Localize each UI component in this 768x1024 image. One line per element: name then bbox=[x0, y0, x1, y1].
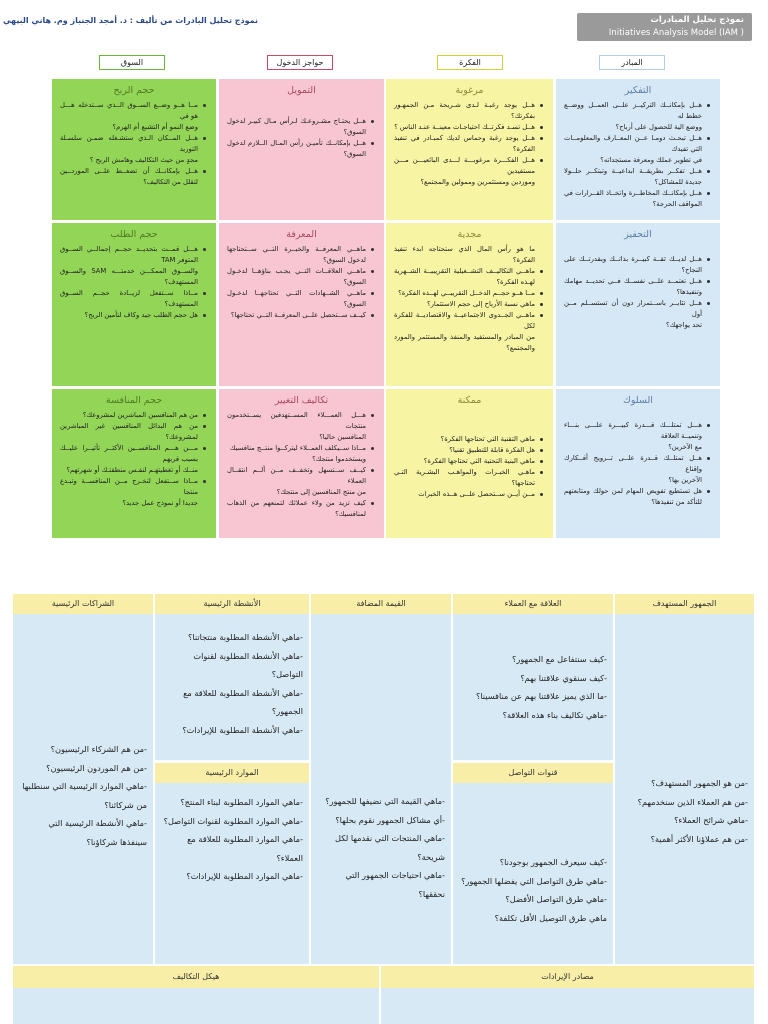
cell-desirable bbox=[386, 79, 553, 220]
list-item: هــل بإمكانــك التركيــز علــى العمــل ووضــع خطط له bbox=[564, 101, 702, 120]
author-credit: نموذج تحليل البادرات من تأليف : د. أمجد الجنباز وم. هاني البيهي bbox=[2, 16, 258, 25]
list-item: -ماهي الأنشطة المطلوبة لقنوات التواصل؟ bbox=[193, 650, 303, 679]
cell-title: المعرفة bbox=[286, 229, 317, 240]
list-item: -من هم العملاء الذين سنخدمهم؟ bbox=[637, 796, 748, 807]
list-item: مــن أيــن ســتحصل علــى هــذه الخبرات bbox=[394, 489, 535, 500]
cell-behavior bbox=[556, 389, 720, 538]
list-item: هل الفكرة قابلة للتطبيق تقنيا؟ bbox=[394, 445, 535, 456]
bmc-header-value-proposition: القيمة المضافة bbox=[311, 594, 451, 614]
cell-demand-size bbox=[52, 223, 216, 386]
list-item: -ماهي احتياجات الجمهور التي نحققها؟ bbox=[345, 870, 445, 899]
cell-title: حجم المنافسة bbox=[105, 395, 163, 406]
list-item: -ماهي طرق التواصل الأفضل؟ bbox=[505, 894, 607, 904]
list-item: في تطوير عملك ومعرفة مستجداته؟ bbox=[600, 156, 702, 164]
bmc-box-cost-structure bbox=[13, 988, 379, 1024]
bmc-header-key-activities: الأنشطة الرئيسية bbox=[155, 594, 309, 614]
list-item: وضع النمو أم التشبع أم الهرم؟ bbox=[112, 123, 198, 131]
list-item: -ماهي الأنشطة المطلوبة للعلاقة مع الجمهور؟ bbox=[183, 687, 303, 716]
list-item: المنافسين حاليا؟ bbox=[319, 433, 366, 441]
cell-motivation bbox=[556, 223, 720, 386]
list-item: -ماهي الأنشطة المطلوبة منتجاتنا؟ bbox=[188, 632, 303, 642]
list-item: من المبادر والمستفيد والمنفذ والمستثمر والمورد والمجتمع؟ bbox=[394, 333, 535, 352]
list-item: هــل تسـد فكرتــك احتياجـات معينــة عنـد الناس ؟ bbox=[394, 123, 535, 131]
list-item: ماهي طرق التوصيل الأقل تكلفة؟ bbox=[494, 912, 607, 923]
list-item: هــل تفكــر بطريقــة ابداعيــة وتبتكــر حلــولا جديدة للمشاكل؟ bbox=[564, 167, 702, 186]
list-item: ماهــي الشــهادات التــي تحتاجهــا لدخـول السوق؟ bbox=[227, 289, 366, 308]
bmc-header-customer-segments: الجمهور المستهدف bbox=[615, 594, 754, 614]
list-item: هــل يحتـاج مشـروعـك لـرأس مـال كبيـر لدخول السوق؟ bbox=[227, 117, 366, 136]
bmc-header-customer-relationships: العلاقة مع العملاء bbox=[453, 594, 613, 614]
list-item: ماهــي التكاليــف التشــغيلية التقريبيــة الشــهرية لهـذه الفكرة؟ bbox=[394, 267, 535, 286]
bmc-header-revenue-streams: مصادر الإيرادات bbox=[381, 966, 754, 988]
list-item: -ماهي الموارد الرئيسية التي سنطلبها من شركائنا؟ bbox=[22, 781, 147, 810]
list-item: -كيف سنتفاعل مع الجمهور؟ bbox=[512, 654, 607, 664]
list-item: -ماهي الموارد المطلوبة للإيرادات؟ bbox=[186, 871, 303, 881]
list-item: ماهي البنية التحتية التي تحتاجها الفكرة؟ bbox=[394, 456, 535, 467]
list-item: -ما الذي يميز علاقتنا بهم عن منافسينا؟ bbox=[475, 691, 607, 701]
bmc-header-key-resources: الموارد الرئيسية bbox=[155, 763, 309, 783]
list-item: ووضع الية للحصول على أرباح؟ bbox=[615, 123, 702, 131]
list-item: -ماهي الموارد المطلوبة للعلاقة مع العملاء؟ bbox=[187, 834, 303, 863]
list-item: -ماهي القيمة التي نضيفها للجمهور؟ bbox=[325, 796, 445, 806]
list-item: الآخرين بها؟ bbox=[668, 476, 702, 484]
list-item: مــاذا ســتفعل لزيــادة حجــم الســوق المستهدف؟ bbox=[60, 289, 198, 308]
list-item: -كيف سيعرف الجمهور بوجودنا؟ bbox=[499, 857, 607, 867]
list-item: هــل لديــك ثقــة كبيــرة بذاتــك وبقدرتــك على النجاح؟ bbox=[564, 255, 702, 274]
list-item: كيف تزيد من ولاء عملائك لتمنعهم من الذهاب لمنافسيك؟ bbox=[227, 499, 366, 518]
bmc-box-customer-relationships bbox=[453, 614, 613, 760]
list-item: -من هم عملاؤنا الأكثر أهمية؟ bbox=[650, 833, 748, 844]
list-item: تحد يواجهك؟ bbox=[666, 321, 702, 329]
cell-title: مرغوبة bbox=[455, 85, 484, 96]
model-title-english: Initiatives Analysis Model (IAM ) bbox=[608, 28, 744, 38]
list-item: -ماهي طرق التواصل التي يفضلها الجمهور؟ bbox=[461, 875, 607, 886]
list-item: -ماهي تكاليف بناء هذه العلاقة؟ bbox=[502, 709, 607, 720]
list-item: -من هم الشركاء الرئيسيون؟ bbox=[50, 744, 147, 754]
list-item: من منتج المنافسين إلى منتجك؟ bbox=[276, 488, 366, 496]
bmc-box-key-partners bbox=[13, 614, 153, 964]
list-item: وموردين ومستثمرين وممولين والمجتمع؟ bbox=[420, 178, 535, 186]
bmc-header-cost-structure: هيكل التكاليف bbox=[13, 966, 379, 988]
list-item: -ماهي شرائح العملاء؟ bbox=[674, 815, 748, 825]
list-item: هــل تبحـث دومـا عــن المعــارف والمعلومــات التي تفيدك bbox=[564, 134, 702, 153]
column-header-idea: الفكرة bbox=[437, 55, 503, 70]
bmc-box-customer-segments bbox=[615, 614, 754, 964]
list-item: -ماهي الموارد المطلوبة لقنوات التواصل؟ bbox=[163, 815, 303, 826]
cell-title: مجدية bbox=[457, 229, 482, 240]
model-title-arabic: نموذج تحليل المبادرات bbox=[650, 15, 744, 25]
list-item: -ماهي الأنشطة الرئيسية التي سينفذها شركاؤنا؟ bbox=[48, 818, 147, 847]
list-item: هــل تثابــر باســتمرار دون أن تستســلم مــن أول bbox=[564, 299, 702, 318]
list-item: هــل تعتمــد علــى نفســك فــي تحديــد مهامك وتنفيذها؟ bbox=[564, 277, 702, 296]
list-item: من هم البدائل المنافسين غير المباشرين لمشروعك؟ bbox=[60, 422, 198, 441]
list-item: هــل يوجد رغبة وحماس لديك كمبـادر في تنفيذ الفكرة؟ bbox=[394, 134, 535, 153]
cell-title: تكاليف التغيير bbox=[274, 395, 329, 406]
bmc-box-key-activities bbox=[155, 614, 309, 760]
list-item: -أي مشاكل الجمهور نقوم بحلها؟ bbox=[335, 814, 445, 825]
list-item: هـــل العمـــلاء المســتهدفين يســتخدمون منتجات bbox=[227, 411, 366, 430]
column-header-market: السوق bbox=[99, 55, 165, 70]
cell-title: ممكنة bbox=[457, 395, 482, 406]
cell-title: التفكير bbox=[624, 85, 652, 96]
cell-possible bbox=[386, 389, 553, 538]
list-item: مــا هــو وضــع الســوق الــذي ســتدخله هـــل هو في bbox=[60, 101, 198, 120]
list-item: هــل الفكـــرة مرغوبـــة لـــدى البائعيـــن مـــن مستفيدين bbox=[394, 156, 535, 175]
cell-title: حجم الطلب bbox=[110, 229, 158, 240]
list-item: ما هو رأس المال الذي ستحتاجه ابدء تنفيذ الفكرة؟ bbox=[394, 245, 535, 264]
bmc-header-key-partners: الشراكات الرئيسية bbox=[13, 594, 153, 614]
list-item: والســوق الممكـــن خدمتـــه SAM والســوق المستهدف؟ bbox=[60, 267, 198, 286]
list-item: -من هو الجمهور المستهدف؟ bbox=[651, 778, 748, 788]
list-item: كيــف ســتسهل وتخفــف مــن ألــم انتقــال العملاء bbox=[227, 466, 366, 485]
list-item: جديدا أو نموذج عمل جديد؟ bbox=[122, 499, 198, 507]
list-item: -كيف سنقوي علاقتنا بهم؟ bbox=[520, 672, 607, 683]
cell-funding bbox=[219, 79, 384, 220]
model-title-box bbox=[577, 13, 752, 41]
cell-title: السلوك bbox=[623, 395, 653, 406]
bmc-header-channels: قنوات التواصل bbox=[453, 763, 613, 783]
cell-title: التمويل bbox=[287, 85, 316, 96]
list-item: هـــل قمــت بتحديــد حجــم إجمالــي الســوق المتوفر TAM bbox=[60, 245, 198, 264]
cell-title: حجم الربح bbox=[113, 85, 155, 96]
list-item: هــل المــكان الـذي ستشـغله ضمـن سلسـلة التوريد bbox=[60, 134, 198, 153]
list-item: من هم المنافسين المباشرين لمشروعك؟ bbox=[60, 410, 198, 421]
list-item: هــل بإمكانــك تأميـن رأس المـال الــلازم لدخول السوق؟ bbox=[227, 139, 366, 158]
list-item: هـــل تمتلـــك قـــدرة كبيـــرة علـــى بنـــاء وتنميــة العلاقة bbox=[564, 421, 702, 440]
list-item: ويستخدموا منتجك؟ bbox=[312, 455, 366, 463]
list-item: ماهـي الخبـرات والمواهـب البشـرية التـي تحتاجها؟ bbox=[394, 468, 535, 487]
list-item: مجدٍ من حيث التكاليف وهامش الربح ؟ bbox=[89, 156, 198, 164]
list-item: مـــن هـــم المنافســين الأكثــر تأثيــرا عليــك بسبب قربهم bbox=[60, 444, 198, 463]
cell-competition-size bbox=[52, 389, 216, 538]
list-item: هــل بإمكانــك أن تضغــط علــى الموردــين لتقلل من التكاليف؟ bbox=[60, 167, 198, 186]
cell-change-costs bbox=[219, 389, 384, 538]
list-item: مع الآخرين؟ bbox=[668, 443, 702, 451]
list-item: -من هم الموردون الرئيسيون؟ bbox=[46, 762, 147, 773]
list-item: هــل يوجد رغبـة لـدى شـريحة مـن الجمهـور بفكرتك؟ bbox=[394, 101, 535, 120]
list-item: ماهــي الجــدوى الاجتماعيــة والاقتصاديــة للفكرة لكل bbox=[394, 311, 535, 330]
list-item: مــا هــو حجــم الدخــل التقريبــي لهــذه الفكرة؟ bbox=[394, 288, 535, 299]
list-item: منــك أو تغطيتهـم لنفـس منطقتـك أو شهرتهم؟ bbox=[66, 466, 198, 474]
cell-thinking bbox=[556, 79, 720, 220]
list-item: هــل بإمكانــك المخاطــرة واتخــاذ القــرارات في المواقف الحرجة؟ bbox=[564, 189, 702, 208]
list-item: هل تستطيع تفويض المهام لمن حولك ومتابعتهم للتأكد من تنفيذها؟ bbox=[564, 487, 702, 506]
list-item: -ماهي المنتجات التي نقدمها لكل شريحة؟ bbox=[335, 833, 445, 862]
list-item: كيــف ســتحصل علــى المعرفــة التــي تحتاجها؟ bbox=[227, 310, 366, 321]
list-item: ماهــي العلاقــات التــي يجـب بناؤهــا لدخـول السوق؟ bbox=[227, 267, 366, 286]
list-item: مــاذا ســتفعل لتخـرج مــن المنافســة وتبـدع منتجا bbox=[60, 477, 198, 496]
cell-title: التحفيز bbox=[624, 229, 652, 240]
list-item: هــل تمتلــك قــدرة علــى تــرويج أفــكارك وإقناع bbox=[564, 454, 702, 473]
cell-knowledge bbox=[219, 223, 384, 386]
list-item: هل حجم الطلب جيد وكاف لتأمين الربح؟ bbox=[60, 310, 198, 321]
list-item: ماهي التقنية التي تحتاجها الفكرة؟ bbox=[394, 434, 535, 445]
cell-feasible bbox=[386, 223, 553, 386]
bmc-box-value-proposition bbox=[311, 614, 451, 964]
column-header-initiator: المبادر bbox=[599, 55, 665, 70]
list-item: -ماهي الأنشطة المطلوبة للإيرادات؟ bbox=[182, 724, 303, 735]
bmc-box-channels bbox=[453, 783, 613, 964]
cell-profit-size bbox=[52, 79, 216, 220]
column-header-entry-barriers: حواجز الدخول bbox=[267, 55, 333, 70]
list-item: ماهــي المعرفــة والخبــرة التــي ســتحتاجها لدخول السوق؟ bbox=[227, 245, 366, 264]
list-item: ماهي نسبة الأرباح إلى حجم الاستثمار؟ bbox=[394, 299, 535, 310]
list-item: -ماهي الموارد المطلوبة لبناء المنتج؟ bbox=[180, 797, 303, 807]
bmc-box-key-resources bbox=[155, 783, 309, 964]
bmc-box-revenue-streams bbox=[381, 988, 754, 1024]
list-item: مــاذا ســيكلف العمــلاء ليتركــوا منتــج منافسيك bbox=[227, 443, 366, 454]
